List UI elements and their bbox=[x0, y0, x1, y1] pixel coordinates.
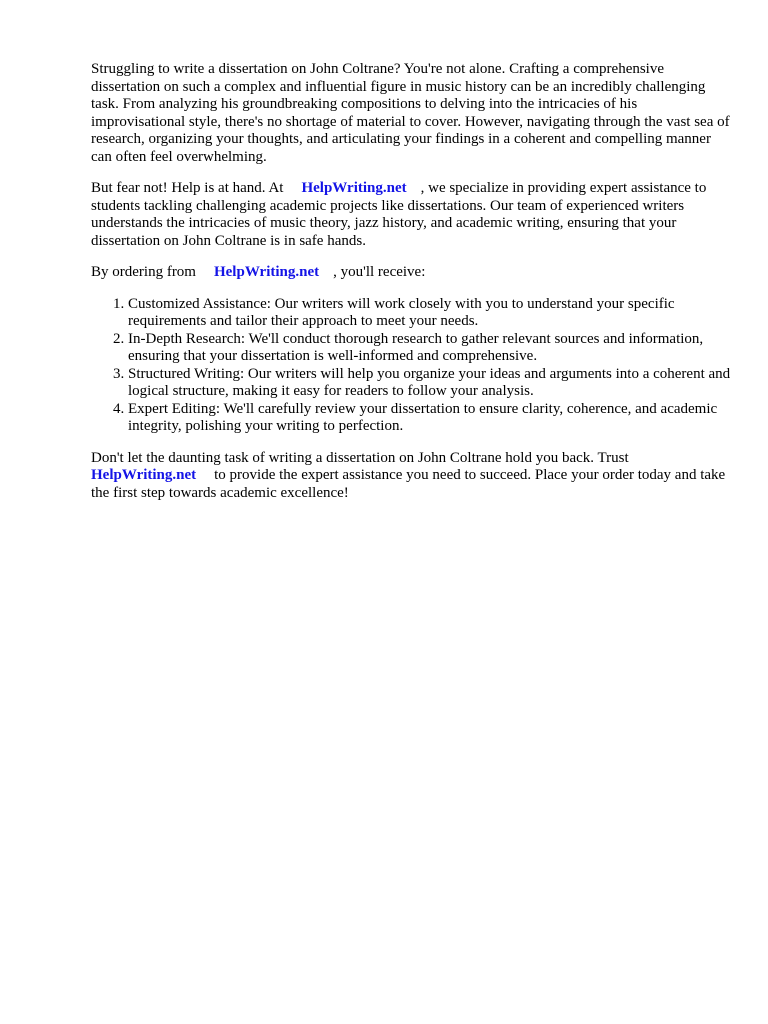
help-paragraph-lead: But fear not! Help is at hand. At bbox=[91, 180, 284, 196]
closing-paragraph-lead: Don't let the daunting task of writing a dissertation on John Coltrane hold you back. Trust bbox=[91, 449, 629, 466]
helpwriting-link[interactable]: HelpWriting.net bbox=[301, 180, 407, 196]
list-item: 4. Expert Editing: We'll carefully review your dissertation to ensure clarity, coherence, and academic integrity, polishing your writing to perfection. bbox=[128, 401, 731, 436]
document-page bbox=[91, 61, 731, 516]
list-item: 1. Customized Assistance: Our writers will work closely with you to understand your specific requirements and tailor their approach to meet your needs. bbox=[128, 296, 731, 331]
help-paragraph-rest: , we specialize in providing expert assistance to students tackling challenging academic projects like dissertations. Our team of experienced writers understands the intricacies of music theory, jazz history, and academic writing, ensuring that your dissertation on John Coltrane is in safe hands. bbox=[91, 180, 707, 249]
order-paragraph bbox=[91, 264, 731, 282]
list-item: 3. Structured Writing: Our writers will help you organize your ideas and arguments into a coherent and logical structure, making it easy for readers to follow your analysis. bbox=[128, 366, 731, 401]
closing-paragraph bbox=[91, 450, 731, 503]
list-item: 2. In-Depth Research: We'll conduct thorough research to gather relevant sources and information, ensuring that your dissertation is well-informed and comprehensive. bbox=[128, 331, 731, 366]
order-paragraph-lead: By ordering from bbox=[91, 264, 196, 280]
help-paragraph bbox=[91, 180, 731, 250]
closing-paragraph-rest: to provide the expert assistance you need to succeed. Place your order today and take the first step towards academic excellence! bbox=[91, 467, 726, 501]
helpwriting-link[interactable]: HelpWriting.net bbox=[213, 264, 320, 280]
benefits-list bbox=[91, 296, 731, 436]
order-paragraph-rest: , you'll receive: bbox=[333, 264, 426, 280]
helpwriting-link[interactable]: HelpWriting.net bbox=[91, 467, 197, 483]
intro-paragraph: Struggling to write a dissertation on John Coltrane? You're not alone. Crafting a comprehensive dissertation on such a complex and influential figure in music history can be an incredibly challenging task. From analyzing his groundbreaking compositions to delving into the intricacies of his improvisational style, there's no shortage of material to cover. However, navigating through the vast sea of research, organizing your thoughts, and articulating your findings in a coherent and compelling manner can often feel overwhelming. bbox=[91, 61, 730, 165]
